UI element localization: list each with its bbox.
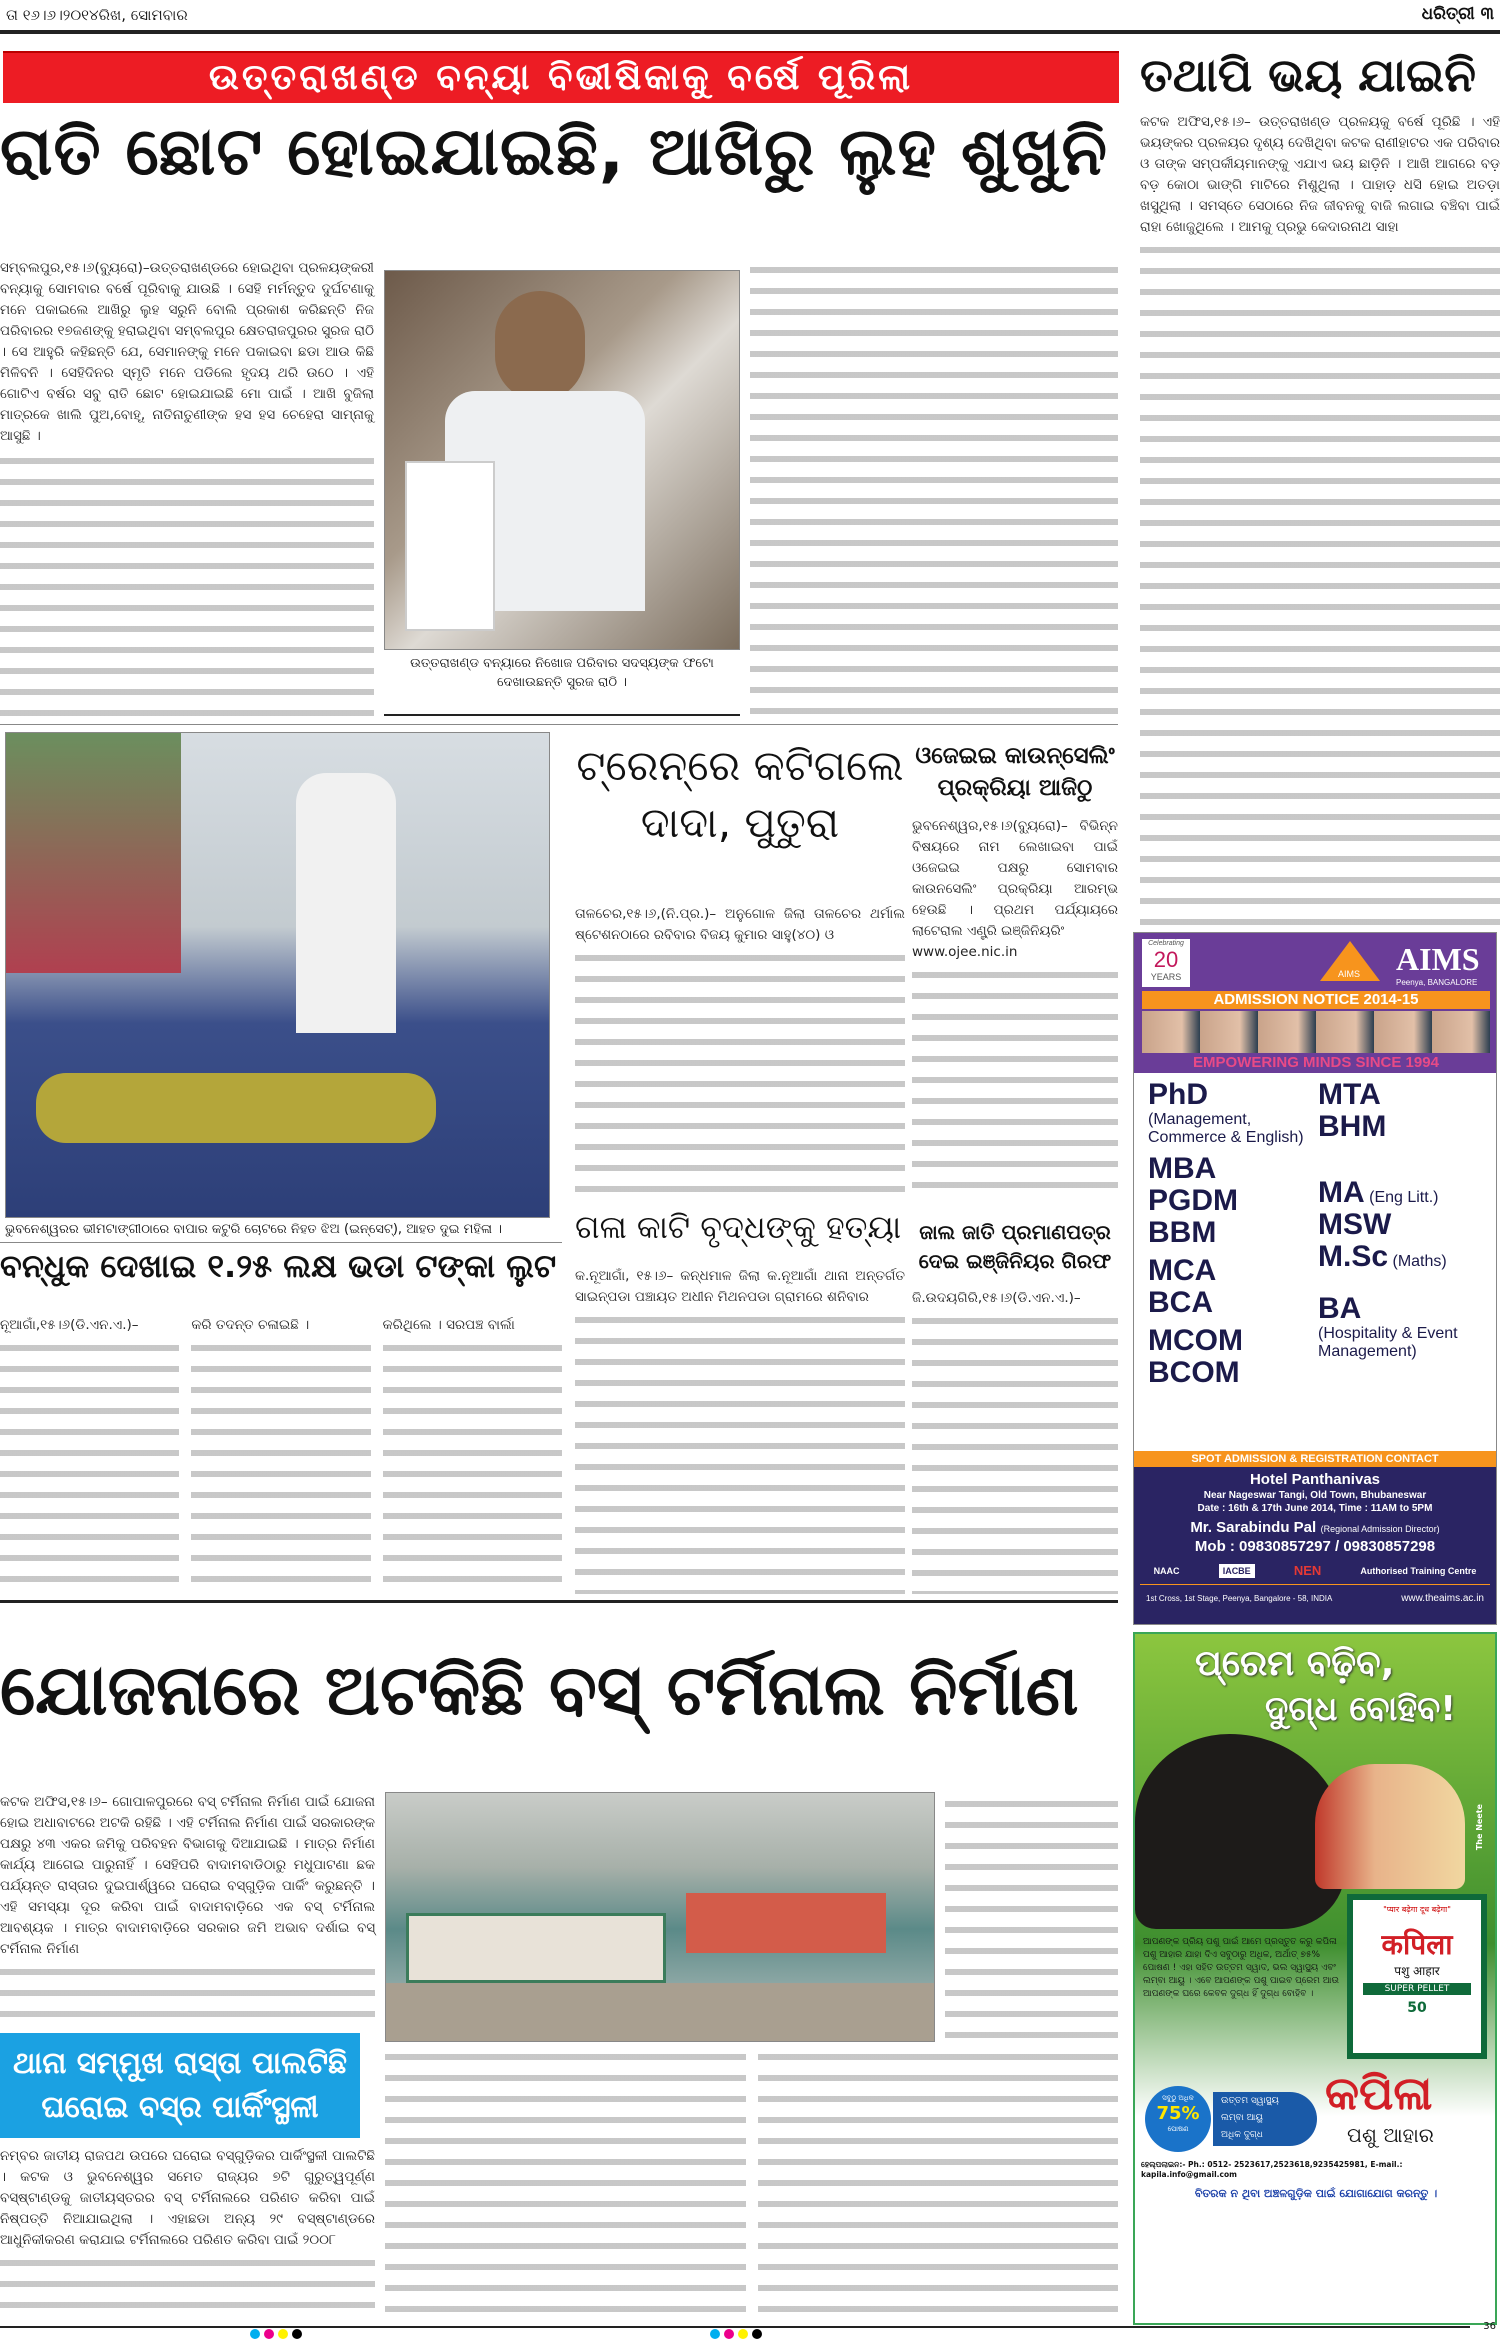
spot-admission-bar: SPOT ADMISSION & REGISTRATION CONTACT (1134, 1451, 1496, 1467)
degree-msc: M.Sc (1318, 1240, 1389, 1273)
pack-brand: कपिला (1381, 1928, 1453, 1961)
aims-brand: AIMS (1396, 941, 1480, 977)
badge-bottom: ପୋଷଣ (1167, 2125, 1189, 2133)
section-rule (0, 1600, 1118, 1603)
degrees-left (1148, 1079, 1312, 1445)
degree-ba: BA (1318, 1292, 1362, 1325)
kapila-brand: କପିଳା (1325, 2066, 1433, 2120)
degree-ba-sub: (Hospitality & Event Management) (1318, 1325, 1458, 1360)
feature-item: ଲମ୍ବା ଆୟୁ (1221, 2113, 1263, 2123)
pack-hindi-slogan: "प्यार बढ़ेगा दूध बढ़ेगा" (1383, 1905, 1451, 1914)
color-registration-marks (710, 2329, 762, 2339)
story7-col2: କରି ତଦନ୍ତ ଚଳାଇଛି । (191, 1317, 310, 1333)
woman-child-image (1315, 1764, 1465, 1889)
story2-headline: ତଥାପି ଭୟ ଯାଇନି (1140, 48, 1476, 102)
badge-percent: 75% (1156, 2103, 1200, 2124)
aims-website-link[interactable]: www.theaims.ac.in (1401, 1593, 1484, 1604)
divider (0, 724, 1118, 725)
story1-body-col3 (750, 258, 1118, 720)
aims-footer-address: 1st Cross, 1st Stage, Peenya, Bangalore - 58, INDIA (1146, 1594, 1333, 1603)
feature-item: ଉତ୍ତମ ସ୍ୱାସ୍ଥ୍ୟ (1221, 2096, 1279, 2106)
red-banner (3, 51, 1119, 103)
aims-tagline: EMPOWERING MINDS SINCE 1994 (1193, 1054, 1439, 1071)
banner-text: ଉତ୍ତରାଖଣ୍ଡ ବନ୍ୟା ବିଭୀଷିକାକୁ ବର୍ଷେ ପୂରିଲା (208, 57, 914, 98)
degree-msw: MSW (1318, 1208, 1392, 1241)
kapila-slogan-line1: ପ୍ରେମ ବଢ଼ିବ, (1195, 1643, 1395, 1684)
naac-logo: NAAC (1153, 1566, 1180, 1576)
venue-address: Near Nageswar Tangi, Old Town, Bhubaneswar (1203, 1490, 1427, 1501)
story7-headline: ବନ୍ଧୁକ ଦେଖାଇ ୧.୨୫ ଲକ୍ଷ ଭଡା ଟଙ୍କା ଲୁଟ (0, 1247, 557, 1285)
kapila-advertisement[interactable] (1133, 1632, 1497, 2325)
story3-lead: ତାଳଚେର,୧୫।୬,(ନି.ପ୍ର.)– ଅନୁଗୋଳ ଜିଲା ତାଳଚେର ଥର୍ମାଲ ଷ୍ଟେଶନଠାରେ ରବିବାର ବିଜୟ କୁମାର ସାହୁ(୪୦) ଓ (575, 906, 905, 943)
story4-body-lines (912, 963, 1118, 1200)
contact-role: (Regional Admission Director) (1320, 1524, 1440, 1534)
years-text: YEARS (1150, 972, 1182, 982)
story6-body-lines (912, 1309, 1118, 1594)
venue: Hotel Panthanivas (1249, 1471, 1381, 1488)
story9-headline-box (0, 2033, 360, 2138)
ojee-url-link[interactable]: www.ojee.nic.in (912, 944, 1018, 960)
header-rule (0, 30, 1500, 34)
apple-training-logo: Authorised Training Centre (1360, 1566, 1477, 1576)
pack-weight: 50 (1407, 2000, 1427, 2016)
degree-ma: MA (1318, 1176, 1365, 1209)
kapila-slogan-line2: ଦୁଗ୍ଧ ବୋହିବ! (1265, 1689, 1456, 1729)
degree-bbm: BBM (1148, 1216, 1217, 1249)
degree-mcom: MCOM (1148, 1324, 1243, 1357)
story8-headline: ଯୋଜନାରେ ଅଟକିଛି ବସ୍ ଟର୍ମିନାଲ ନିର୍ମାଣ (0, 1649, 1079, 1731)
story3-headline: ଟ୍ରେନ୍‌ରେ କଟିଗଲେ ଦାଦା, ପୁତୁରା (576, 741, 904, 847)
cow-image (1135, 1734, 1345, 1929)
story5-body-lines (575, 1308, 905, 1594)
degree-bhm: BHM (1318, 1110, 1387, 1143)
story8-body-col3 (945, 1792, 1118, 2040)
story7-body-lines (0, 1336, 179, 1594)
contact-person: Mr. Sarabindu Pal (1190, 1519, 1317, 1536)
degrees-right (1318, 1079, 1482, 1445)
footer-page-code: 36 (1483, 2321, 1496, 2332)
degree-bcom: BCOM (1148, 1356, 1240, 1389)
story1-photo (384, 270, 740, 650)
header-date: ତା ୧୬।୬।୨୦୧୪ରିଖ, ସୋମବାର (6, 6, 188, 24)
contact-mobile: Mob : 09830857297 / 09830857298 (1194, 1538, 1436, 1555)
story6-headline: ଜାଲ ଜାତି ପ୍ରମାଣପତ୍ର ଦେଇ ଇଞ୍ଜିନିୟର ଗିରଫ (918, 1220, 1112, 1273)
story5-lead: କ.ନୂଆଗାଁ, ୧୫।୬– କନ୍ଧମାଳ ଜିଲା କ.ନୂଆଗାଁ ଥାନା ଅନ୍ତର୍ଗତ ସାଇନ୍‌ପଡା ପଞ୍ଚାୟତ ଅଧୀନ ମିଥନପଡା ଗ୍ରାମରେ ଶନିବାର (575, 1268, 905, 1305)
pack-sub: पशु आहार (1394, 1964, 1440, 1978)
degree-mta: MTA (1318, 1078, 1381, 1111)
degree-phd-sub: (Management, Commerce & English) (1148, 1111, 1304, 1146)
celebrating-text: Celebrating (1148, 940, 1184, 947)
student-photos (1142, 1011, 1490, 1053)
story7-body-lines (191, 1336, 370, 1594)
story8-body-lines (385, 2045, 746, 2315)
pack-type: SUPER PELLET (1363, 1983, 1471, 1995)
story1-body-lines (0, 449, 374, 720)
kapila-distributor-note: ବିତରକ ନ ଥିବା ଅଞ୍ଚଳଗୁଡ଼ିକ ପାଇଁ ଯୋଗାଯୋଗ କରନ୍ତୁ । (1194, 2187, 1438, 2200)
nutrition-badge (1145, 2086, 1211, 2152)
aims-logo-text: AIMS (1338, 969, 1361, 979)
hospital-photo (5, 732, 550, 1218)
story1-lead: ସମ୍ବଲପୁର,୧୫।୬(ବ୍ୟୁରୋ)–ଉତ୍ତରାଖଣ୍ଡରେ ହୋଇଥିବା ପ୍ରଳୟଙ୍କରୀ ବନ୍ୟାକୁ ସୋମବାର ବର୍ଷେ ପୂରିବାକୁ ଯାଉଛି । ସେହି ମର୍ମନ୍ତୁଦ ଦୁର୍ଘଟଣାକୁ ମନେ ପକାଇଲେ ଆଖିରୁ ଲୁହ ସରୁନି ବୋଲି ପ୍ରକାଶ କରିଛନ୍ତି ନିଜ ପରିବାରର ୧୭ଜଣଙ୍କୁ ହରାଇଥିବା ସମ୍ବଲପୁର କ୍ଷେତରାଜପୁରର ସୁରଜ ରାଠି । ସେ ଆହୁରି କହିଛନ୍ତି ଯେ, ସେମାନଙ୍କୁ ମନେ ପକାଇବା ଛଡା ଆଉ କିଛି ମିଳିବନି । ସେହିଦିନର ସ୍ମୃତି ମନେ ପଡିଲେ ହୃଦୟ ଥରି ଉଠେ । ଏହି ଗୋଟିଏ ବର୍ଷର ସବୁ ରାତି ଛୋଟ ହୋଇଯାଇଛି ମୋ ପାଇଁ । ଆଖି ବୁଜିଲା ମାତ୍ରକେ ଖାଲି ପୁଅ,ବୋହୂ, ନାତିନାତୁଣୀଙ୍କ ହସ ହସ ଚେହେରା ସାମ୍ନାକୁ ଆସୁଛି । (0, 260, 374, 444)
story7-body-lines (383, 1336, 562, 1594)
story2-lead: କଟକ ଅଫିସ,୧୫।୬– ଉତ୍ତରାଖଣ୍ଡ ପ୍ରଳୟକୁ ବର୍ଷେ ପୂରିଛି । ଏହି ଭୟଙ୍କର ପ୍ରଳୟର ଦୃଶ୍ୟ ଦେଖିଥିବା କଟକ ରାଣୀହାଟର ଏକ ପରିବାର ଓ ତାଙ୍କ ସମ୍ପର୍କୀୟମାନଙ୍କୁ ଏଯାଏ ଭୟ ଛାଡ଼ିନି । ଆଖି ଆଗରେ ବଡ଼ ବଡ଼ କୋଠା ଭାଙ୍ଗି ମାଟିରେ ମିଶୁଥିଲା । ପାହାଡ଼ ଧସି ହୋଇ ଅତଡ଼ା ଖସୁଥିଲା । ସମସ୍ତେ ସେଠାରେ ନିଜ ଜୀବନକୁ ବାଜି ଲଗାଇ ବଞ୍ଚିବା ପାଇଁ ରାହା ଖୋଜୁଥିଲେ । ଆମକୁ ପ୍ରଭୁ କେଦାରନାଥ ସାହା (1140, 114, 1500, 235)
degree-mca: MCA (1148, 1254, 1217, 1287)
story9-body-lines (0, 2251, 375, 2320)
story1-photo-caption: ଉତ୍ତରାଖଣ୍ଡ ବନ୍ୟାରେ ନିଖୋଜ ପରିବାର ସଦସ୍ୟଙ୍କ ଫଟୋ ଦେଖାଉଛନ୍ତି ସୁରଜ ରାଠି । (410, 656, 714, 690)
degree-bca: BCA (1148, 1286, 1213, 1319)
divider (0, 1242, 562, 1243)
kapila-feed-pack (1347, 1894, 1487, 2059)
story5-headline: ଗଳା କାଟି ବୃଦ୍ଧଙ୍କୁ ହତ୍ୟା (575, 1208, 902, 1246)
story4-lead: ଭୁବନେଶ୍ୱର,୧୫।୬(ବ୍ୟୁରୋ)– ବିଭିନ୍ନ ବିଷୟରେ ନାମ ଲେଖାଇବା ପାଇଁ ଓଜେଇଇ ପକ୍ଷରୁ ସୋମବାର କାଉନସେଲିଂ ପ୍ରକ୍ରିୟା ଆରମ୍ଭ ହେଉଛି । ପ୍ରଥମ ପର୍ଯ୍ୟାୟରେ ଲାଟେରାଲ ଏଣ୍ଟ୍ରି ଇଞ୍ଜିନିୟରିଂ (912, 818, 1118, 939)
story4-headline: ଓଜେଇଇ କାଉନ୍‌ସେଲିଂ ପ୍ରକ୍ରିୟା ଆଜିଠୁ (915, 743, 1115, 802)
bus-terminal-photo (385, 1792, 935, 2042)
iacbe-logo: IACBE (1219, 1564, 1255, 1578)
story3-body-lines (575, 946, 905, 1193)
story1-headline: ରାତି ଛୋଟ ହୋଇଯାଇଛି, ଆଖିରୁ ଲୁହ ଶୁଖୁନି (0, 113, 1108, 190)
feature-list (1213, 2092, 1317, 2146)
aims-location: Peenya, BANGALORE (1396, 978, 1478, 987)
divider (384, 714, 740, 716)
degree-pgdm: PGDM (1148, 1184, 1238, 1217)
degree-msc-sub: (Maths) (1392, 1253, 1447, 1270)
feature-item: ଅଧିକ ଦୁଗ୍ଧ (1221, 2130, 1263, 2140)
badge-top: ସବୁଠୁ ଅଧିକ (1162, 2094, 1194, 2102)
story7-col1: ନୂଆଗାଁ,୧୫।୬(ଡି.ଏନ.ଏ.)– (0, 1317, 139, 1333)
degree-ma-sub: (Eng Litt.) (1369, 1189, 1439, 1206)
kapila-brand-sub: ପଶୁ ଆହାର (1347, 2123, 1434, 2147)
story9-headline: ଥାନା ସମ୍ମୁଖ ରାସ୍ତା ପାଲଟିଛି ଘରୋଇ ବସ୍‌ର ପାର୍କିଂସ୍ଥଳୀ (12, 2045, 348, 2125)
color-registration-marks (250, 2329, 302, 2339)
footer-rule (0, 2326, 1470, 2328)
story8-lead: କଟକ ଅଫିସ,୧୫।୬– ଗୋପାଳପୁରରେ ବସ୍ ଟର୍ମିନାଲ ନିର୍ମାଣ ପାଇଁ ଯୋଜନା ହୋଇ ଅଧାବାଟରେ ଅଟକି ରହିଛି । ଏହି ଟର୍ମିନାଲ ନିର୍ମାଣ ପାଇଁ ସରକାରଙ୍କ ପକ୍ଷରୁ ୪୩ ଏକର ଜମିକୁ ପରିବହନ ବିଭାଗକୁ ଦିଆଯାଇଛି । ମାତ୍ର ନିର୍ମାଣ କାର୍ଯ୍ୟ ଆଗେଇ ପାରୁନାହିଁ । ସେହିପରି ବାଦାମବାଡିଠାରୁ ମଧୁପାଟଣା ଛକ ପର୍ଯ୍ୟନ୍ତ ରାସ୍ତାର ଦୁଇପାର୍ଶ୍ୱରେ ଘରୋଇ ବସ୍‌ଗୁଡ଼ିକ ପାର୍କିଂ କରୁଛନ୍ତି । ଏହି ସମସ୍ୟା ଦୂର କରିବା ପାଇଁ ବାଦାମବାଡ଼ିରେ ଏକ ବସ୍ ଟର୍ମିନାଲ ଆବଶ୍ୟକ । ମାତ୍ର ବାଦାମବାଡ଼ିରେ ସରକାର ଜମି ଅଭାବ ଦର୍ଶାଇ ବସ୍ ଟର୍ମିନାଲ ନିର୍ମାଣ (0, 1794, 375, 1957)
degree-mba: MBA (1148, 1152, 1217, 1185)
story8-body-lines (0, 1960, 375, 2029)
aims-advertisement[interactable] (1133, 932, 1497, 1625)
ad-credit: The Neete (1475, 1804, 1484, 1851)
event-date: Date : 16th & 17th June 2014, Time : 11AM to 5PM (1197, 1503, 1433, 1514)
story2-body-lines (1140, 238, 1500, 925)
kapila-contact: ହେଲ୍ପଲାଇନ:- Ph.: 0512- 2523617,2523618,9235425981, E-mail.: kapila.info@gmail.com (1141, 2160, 1403, 2179)
years-number: 20 (1153, 947, 1179, 972)
story9-lead: ନମ୍ବର ଜାତୀୟ ରାଜପଥ ଉପରେ ଘରୋଇ ବସ୍‌ଗୁଡ଼ିକର ପାର୍କିଂସ୍ଥଳୀ ପାଲଟିଛି । କଟକ ଓ ଭୁବନେଶ୍ୱର ସମେତ ରାଜ୍ୟର ୭ଟି ଗୁରୁତ୍ୱପୂର୍ଣ୍ଣ ବସ୍‌ଷ୍ଟାଣ୍ଡକୁ ଜାତୀୟସ୍ତରର ବସ୍ ଟର୍ମିନାଲରେ ପରିଣତ କରିବା ପାଇଁ ନିଷ୍ପତ୍ତି ନିଆଯାଇଥିଲା । ଏହାଛଡା ଅନ୍ୟ ୨୯ ବସ୍‌ଷ୍ଟାଣ୍ଡରେ ଆଧୁନିକୀକରଣ କରାଯାଇ ଟର୍ମିନାଲରେ ପରିଣତ କରିବା ପାଇଁ ୨୦୦୮ (0, 2148, 375, 2248)
header-page-name: ଧରିତ୍ରୀ ୩ (1421, 4, 1494, 24)
anniversary-badge (1142, 939, 1190, 987)
admission-notice: ADMISSION NOTICE 2014-15 (1142, 991, 1490, 1009)
degree-phd: PhD (1148, 1078, 1208, 1111)
nen-logo: NEN (1293, 1563, 1322, 1578)
story7-col3: କରିଥିଲେ । ସରପଞ୍ଚ ବାର୍ଲା (382, 1317, 515, 1333)
story6-lead: ଜି.ଉଦୟଗିରି,୧୫।୬(ଡି.ଏନ.ଏ.)– (912, 1290, 1081, 1306)
hospital-photo-caption: ଭୁବନେଶ୍ୱରର ଭୀମଟାଙ୍ଗୀଠାରେ ବାପାର କଟୁରି ଚୋଟରେ ନିହତ ଝିଅ (ଇନ୍‌ସେଟ୍), ଆହତ ଦୁଇ ମହିଳା । (5, 1222, 502, 1237)
story8-body-lines (758, 2045, 1119, 2315)
kapila-body-text: ଆପଣଙ୍କ ପ୍ରିୟ ପଶୁ ପାଇଁ ଆମେ ପ୍ରସ୍ତୁତ କରୁ କପିଳା ପଶୁ ଆହାର ଯାହା ଦିଏ ସବୁଠାରୁ ଅଧିକ, ଅର୍ଥାତ୍ ୭୫% ପୋଷଣ ! ଏହା ସହିତ ଉତ୍ତମ ସ୍ୱାଦ, ଭଲ ସ୍ୱାସ୍ଥ୍ୟ ଏବଂ ଲମ୍ବା ଆୟୁ । ଏବେ ଆପଣଙ୍କ ପଶୁ ପାଇବ ପ୍ରେମ ଆଉ ଆପଣଙ୍କ ଘରେ କେବଳ ଦୁଗ୍ଧ ହିଁ ଦୁଗ୍ଧ ବୋହିବ । (1143, 1937, 1339, 1999)
